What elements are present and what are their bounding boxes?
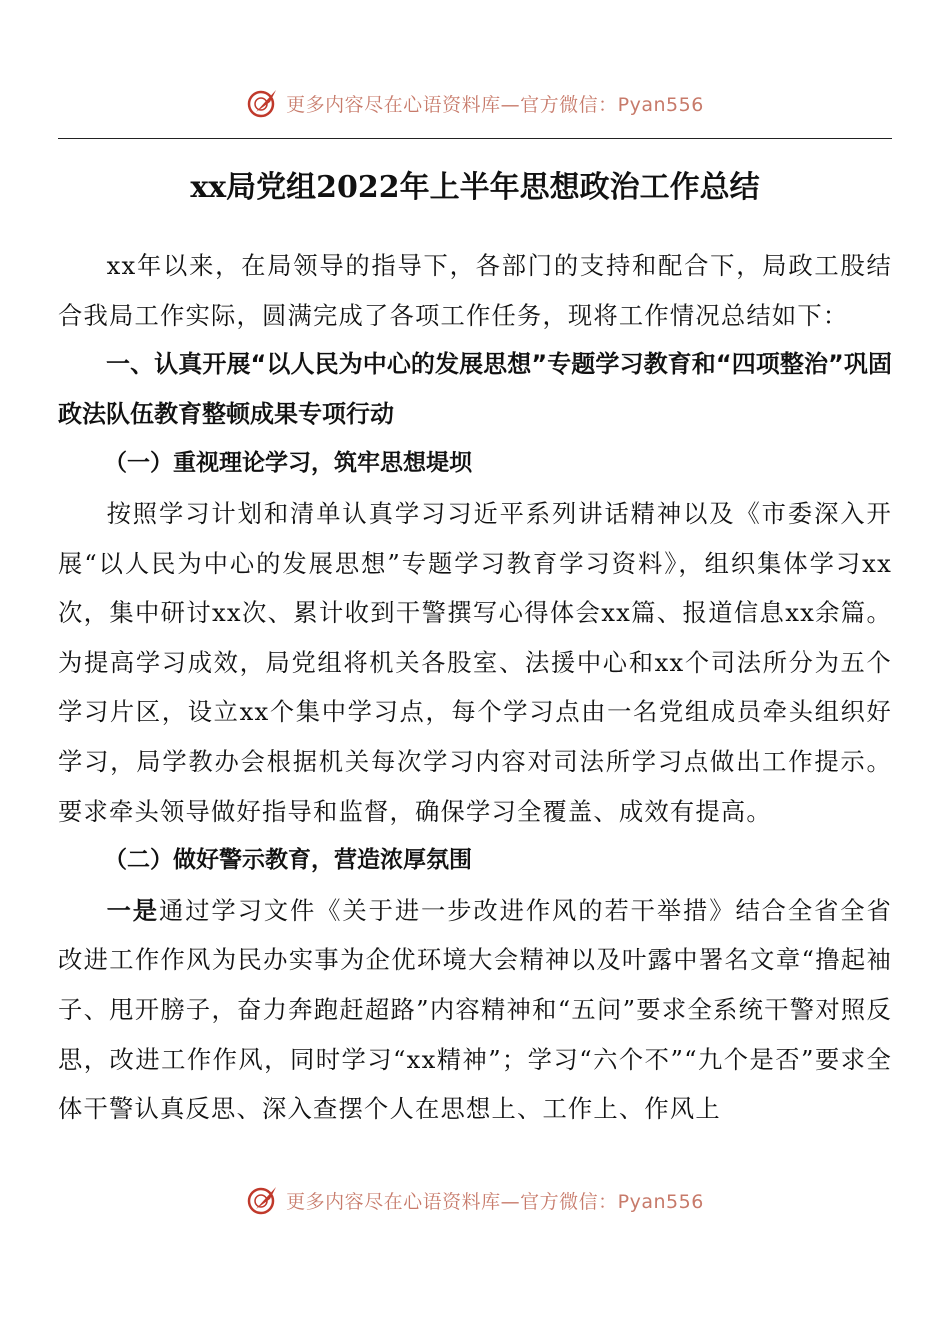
subsection1-paragraph: 按照学习计划和清单认真学习习近平系列讲话精神以及《市委深入开展“以人民为中心的发展思想”专题学习教育学习资料》，组织集体学习xx次，集中研讨xx次、累计收到干警撰写心得体会xx篇、报道信息xx余篇。为提高学习成效，局党组将机关各股室、法援中心和xx个司法所分为五个学习片区，设立xx个集中学习点，每个学习点由一名党组成员牵头组织好学习，局学教办会根据机关每次学习内容对司法所学习点做出工作提示。要求牵头领导做好指导和监督，确保学习全覆盖、成效有提高。	[58, 498, 892, 826]
subsection2-heading: （二）做好警示教育，营造浓厚氛围	[104, 847, 472, 874]
footer-banner	[0, 1180, 950, 1220]
subsection2-paragraph	[58, 886, 892, 1134]
quill-pen-logo-icon	[246, 1183, 280, 1217]
subsection1-heading: （一）重视理论学习，筑牢思想堤坝	[104, 450, 472, 477]
header-banner-text: 更多内容尽在心语资料库—官方微信：Pyan556	[286, 93, 704, 116]
quill-pen-logo-icon	[246, 86, 280, 120]
document-title: xx局党组2022年上半年思想政治工作总结	[190, 170, 760, 205]
document-body	[58, 241, 892, 1134]
subsection2-lead: 一是	[106, 895, 159, 925]
header-banner	[0, 83, 950, 123]
intro-paragraph: xx年以来，在局领导的指导下，各部门的支持和配合下，局政工股结合我局工作实际，圆满完成了各项工作任务，现将工作情况总结如下：	[58, 251, 892, 330]
header-divider	[58, 138, 892, 139]
subsection2-text: 通过学习文件《关于进一步改进作风的若干举措》结合全省全省改进工作作风为民办实事为企优环境大会精神以及叶露中署名文章“撸起袖子、甩开膀子，奋力奔跑赶超路”内容精神和“五问”要求全系统干警对照反思，改进工作作风，同时学习“xx精神”；学习“六个不”“九个是否”要求全体干警认真反思、深入查摆个人在思想上、工作上、作风上	[58, 895, 892, 1124]
footer-banner-text: 更多内容尽在心语资料库—官方微信：Pyan556	[286, 1190, 704, 1213]
section1-heading: 一、认真开展“以人民为中心的发展思想”专题学习教育和“四项整治”巩固政法队伍教育整顿成果专项行动	[58, 350, 892, 428]
